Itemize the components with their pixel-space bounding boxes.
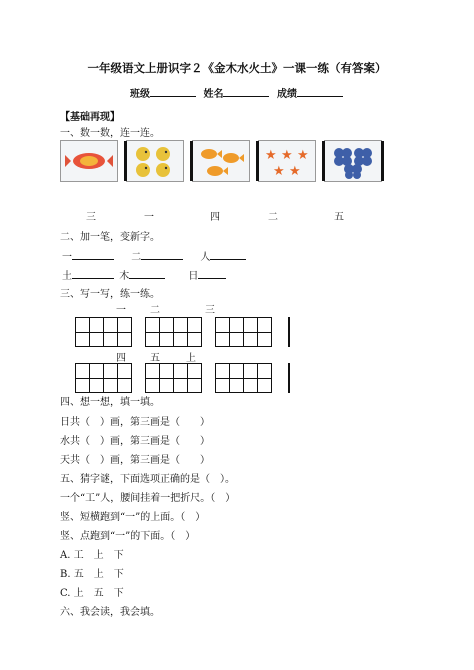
svg-text:★: ★ [273,164,285,179]
q2-char-er: 二 [131,252,142,263]
number-three: 三 [86,212,96,223]
practice-label: 三 [205,305,215,316]
riddle-line: 一个“工”人，腰间挂着一把折尺。（ ） [60,493,236,504]
number-five: 五 [334,212,344,223]
practice-label: 四 [116,353,126,364]
q6-prompt: 六、我会读，我会填。 [60,607,160,618]
practice-label: 一 [116,305,126,316]
q2-row2 [62,267,226,282]
number-one: 一 [144,212,154,223]
q4-line-ri: 日共（ ）画，第三画是（ ） [60,417,210,428]
option-a[interactable]: A. 工 上 下 [60,550,124,561]
flower-icon [325,141,381,181]
svg-text:★: ★ [289,164,301,179]
q2-char-yi: 一 [62,252,72,263]
chick-icon [127,141,183,181]
riddle-line: 竖、点跑到“一”的下面。（ ） [60,531,196,542]
writing-grid[interactable] [76,363,132,393]
picture-chicks [126,140,184,182]
grid-divider [288,317,290,347]
answer-blank[interactable] [72,269,114,279]
practice-label: 五 [150,353,160,364]
answer-blank[interactable] [210,250,246,260]
q3-labels-row1 [0,301,474,315]
student-info-line [130,85,347,100]
q1-number-row [0,208,474,222]
q3-labels-row2 [0,349,474,363]
q1-prompt: 一、数一数，连一连。 [60,128,160,139]
score-label: 成绩 [276,89,297,100]
name-label: 姓名 [203,89,224,100]
page-title: 一年级语文上册识字２《金木水火土》一课一练（有答案） [87,61,387,75]
practice-label: 二 [150,305,160,316]
number-four: 四 [210,212,220,223]
q2-row1 [62,248,246,263]
q2-char-tu: 土 [62,271,72,282]
writing-grid[interactable] [216,317,272,347]
q4-line-tian: 天共（ ）画，第三画是（ ） [60,455,210,466]
candy-icon [61,141,117,181]
answer-blank[interactable] [72,250,114,260]
number-two: 二 [268,212,278,223]
q1-picture-row [60,140,380,185]
writing-grid[interactable] [76,317,132,347]
class-label: 班级 [130,89,150,100]
q5-prompt: 五、猜字谜，下面选项正确的是（ ）。 [60,474,235,485]
section-basic-heading: 【基础再现】 [60,112,120,123]
practice-label: 上 [186,353,196,364]
grid-divider [288,363,290,393]
q3-prompt: 三、写一写，练一练。 [60,289,160,300]
q2-prompt: 二、加一笔，变新字。 [60,232,160,243]
class-blank [150,87,196,97]
picture-flowers [324,140,382,182]
option-c[interactable]: C. 上 五 下 [60,588,124,599]
svg-text:★: ★ [265,148,277,163]
q4-line-shui: 水共（ ）画，第三画是（ ） [60,436,210,447]
q2-char-ren: 人 [200,252,211,263]
riddle-line: 竖、短横跑到“一”的上面。（ ） [60,512,206,523]
option-b[interactable]: B. 五 上 下 [60,569,124,580]
picture-fish [192,140,250,182]
svg-text:★: ★ [297,148,309,163]
picture-candy [60,140,118,182]
name-blank [223,87,269,97]
q2-char-ri: 日 [188,271,199,282]
star-icon [259,141,315,181]
q4-prompt: 四、想一想，填一填。 [60,397,160,408]
writing-grid[interactable] [216,363,272,393]
fish-icon [193,141,249,181]
answer-blank[interactable] [141,250,183,260]
svg-text:★: ★ [281,148,293,163]
picture-stars [258,140,316,182]
writing-grid[interactable] [146,363,202,393]
writing-grid[interactable] [146,317,202,347]
answer-blank[interactable] [129,269,165,279]
score-blank [297,87,343,97]
answer-blank[interactable] [198,269,226,279]
q2-char-mu: 木 [119,271,130,282]
